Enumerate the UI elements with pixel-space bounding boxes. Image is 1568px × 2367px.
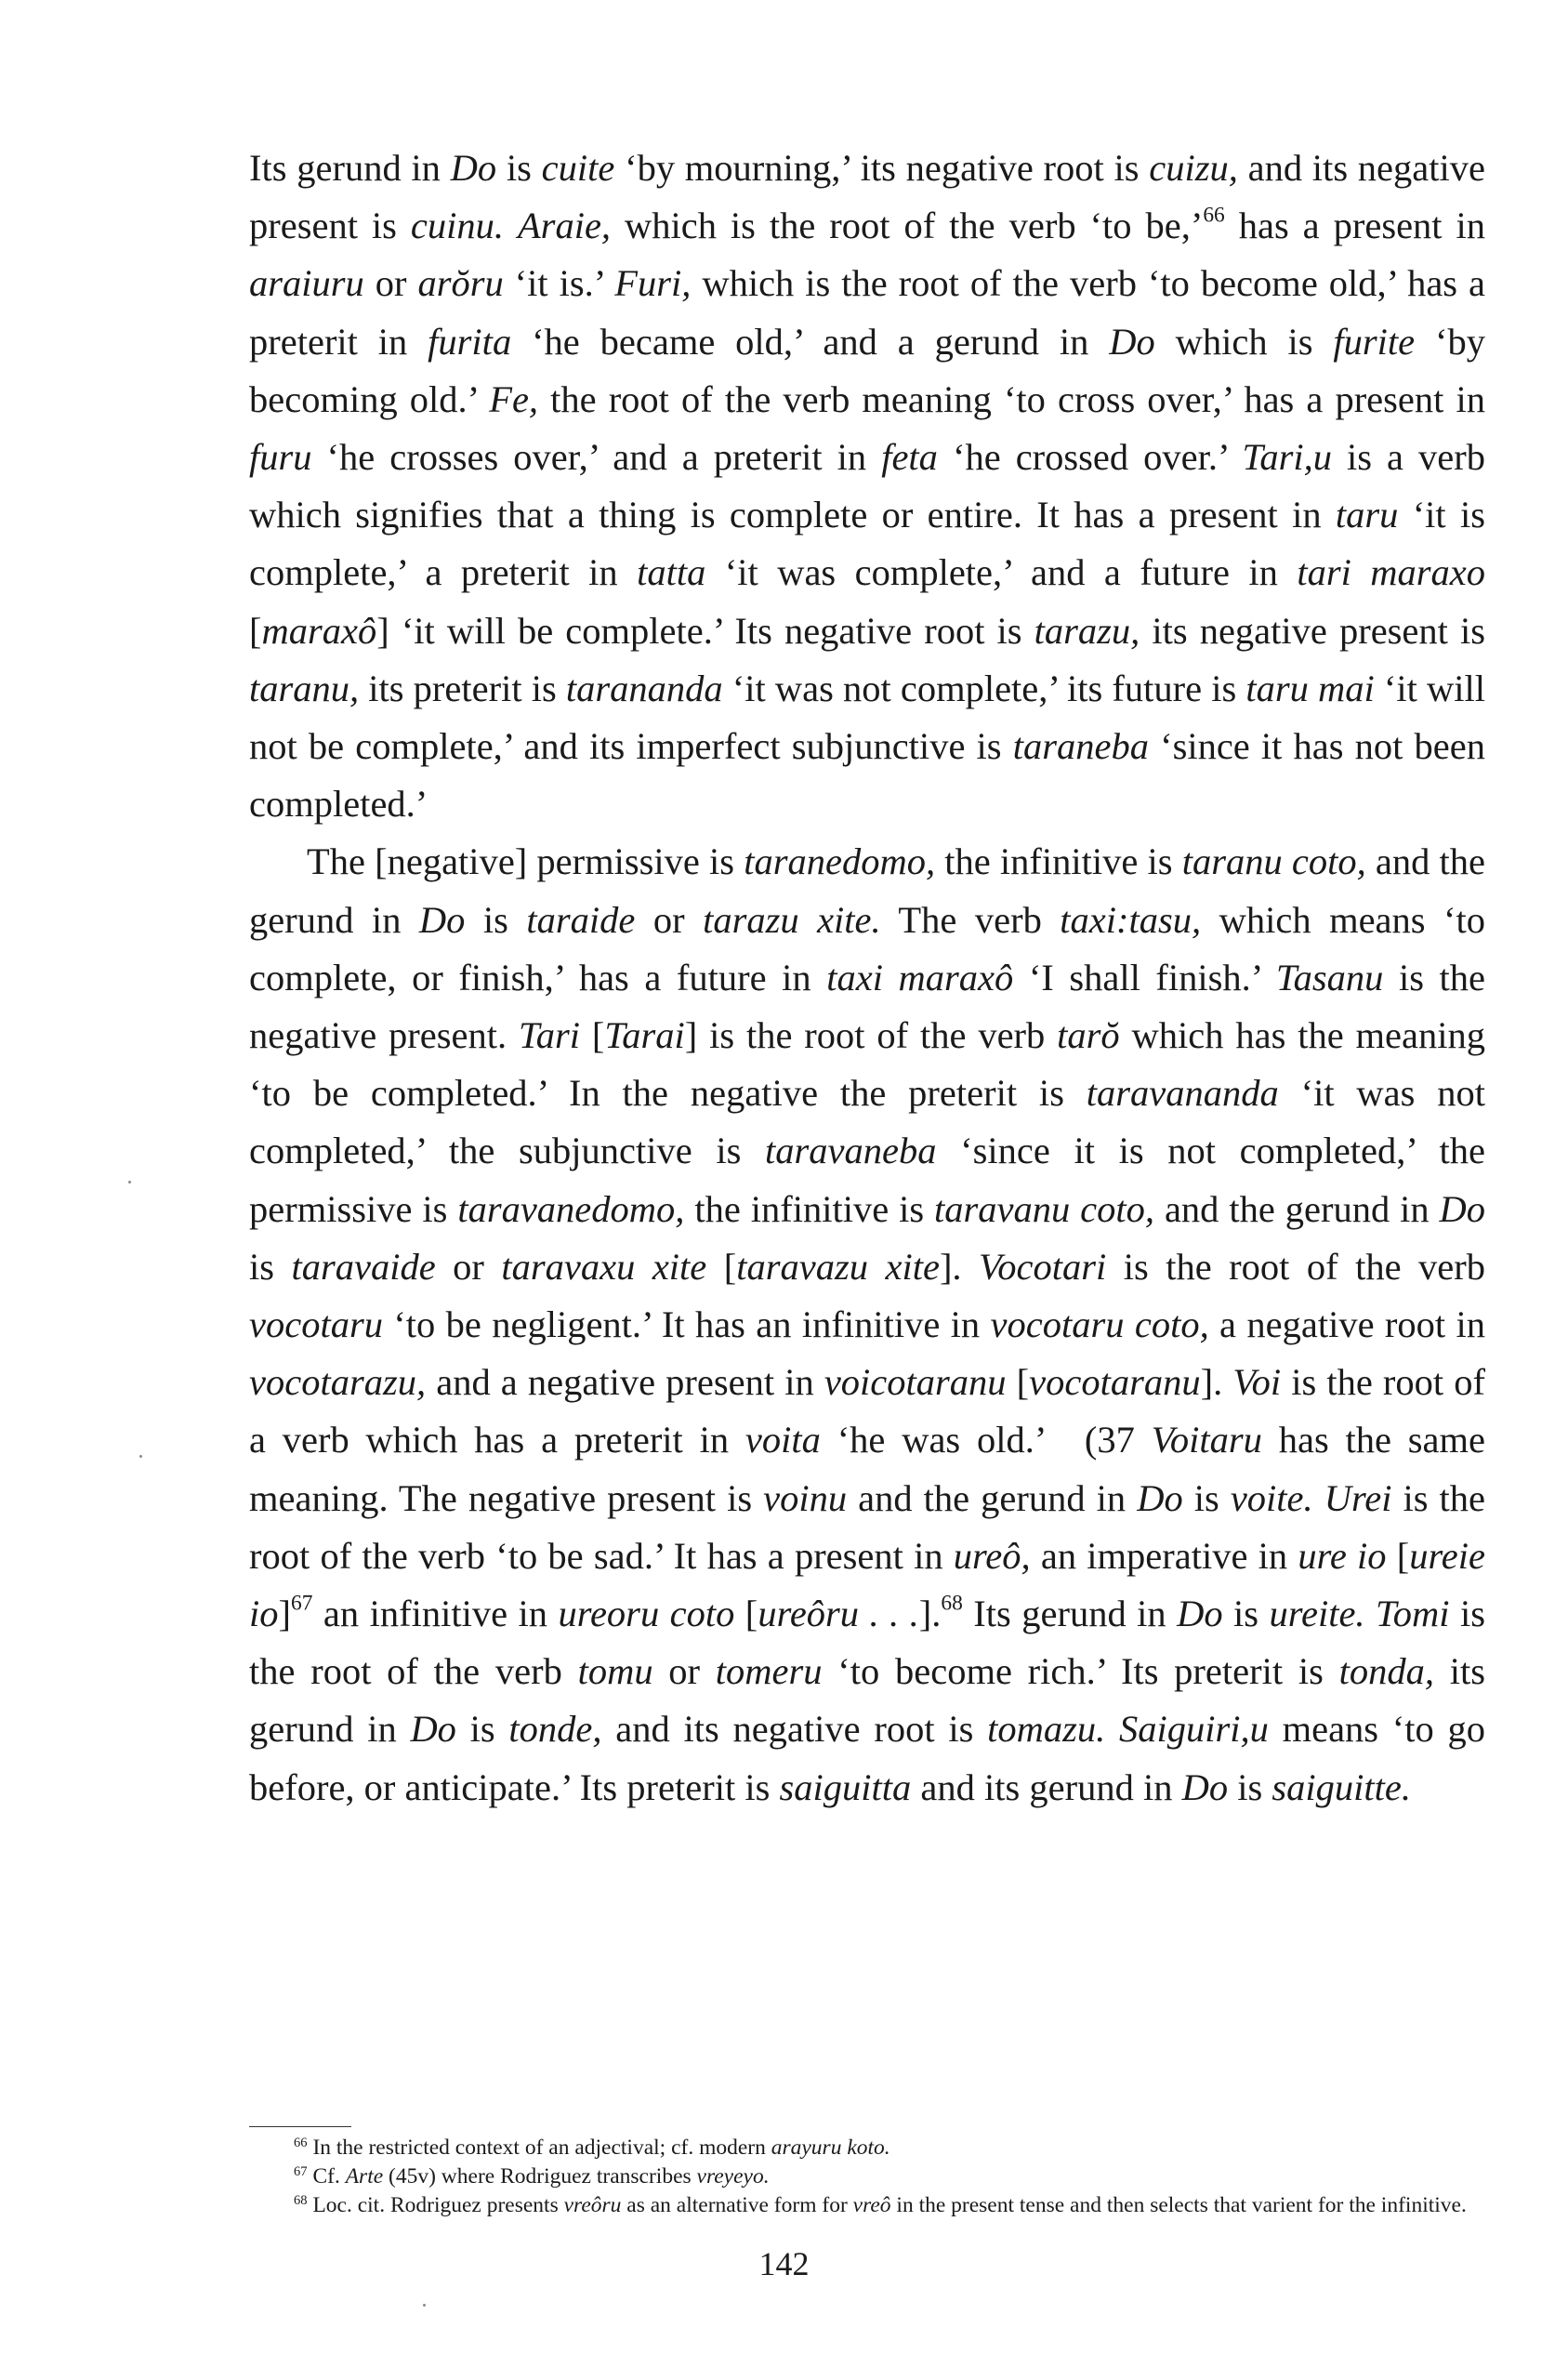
text-run: ‘by becoming old.’ (249, 320, 1485, 420)
text-run: is the root of a verb which has a preterit in (249, 1361, 1485, 1461)
italic-term: taravazu xite (736, 1245, 940, 1288)
text-run: the infinitive is (684, 1187, 935, 1230)
text-run: is the root of the verb ‘to be sad.’ It has a present in (249, 1476, 1486, 1577)
italic-term: Vocotari (979, 1245, 1107, 1288)
main-text (249, 139, 1485, 1817)
text-run: which is the root of the verb ‘to be,’ (611, 205, 1204, 247)
text-run: ‘it was complete,’ and a future in (705, 551, 1298, 594)
italic-term: taranu coto, (1181, 840, 1366, 883)
italic-term: ureie io (249, 1534, 1485, 1635)
italic-term: Do (410, 1708, 456, 1751)
italic-term: taranedomo, (744, 840, 936, 883)
italic-term: Saiguiri,u (1118, 1708, 1269, 1751)
text-run: means ‘to go before, or anticipate.’ Its preterit is (249, 1708, 1486, 1808)
footnote-text: In the restricted context of an adjectival; cf. modern (307, 2136, 771, 2160)
italic-term: feta (881, 436, 938, 479)
text-run: ‘it will not be complete,’ and its imperfect subjunctive is (249, 667, 1486, 768)
italic-term: tarananda (565, 667, 723, 709)
italic-term: taraide (526, 898, 636, 941)
footnotes (249, 2134, 1485, 2220)
text-run: ]. (939, 1245, 980, 1288)
footnote-italic: vreyeyo. (696, 2164, 770, 2188)
italic-term: tonda, (1338, 1650, 1434, 1693)
text-run: the infinitive is (935, 840, 1182, 883)
italic-term: Araie, (517, 205, 612, 247)
text-run: ] (278, 1593, 292, 1635)
italic-term: taravanedomo, (457, 1187, 685, 1230)
text-run: which is the root of the verb ‘to become old,’ has a preterit in (249, 262, 1485, 363)
text-run (504, 205, 518, 246)
text-run: and its gerund in (911, 1765, 1182, 1808)
text-run: ‘since it is not completed,’ the permissive is (249, 1130, 1485, 1230)
italic-term: Tari (518, 1014, 581, 1057)
text-run: [ (249, 609, 262, 652)
text-run: [ (1006, 1361, 1030, 1404)
italic-term: saiguitte. (1272, 1765, 1412, 1808)
italic-term: taravananda (1086, 1072, 1279, 1115)
text-run: an infinitive in (312, 1593, 559, 1635)
text-run: ‘he became old,’ and a gerund in (511, 320, 1110, 363)
text-run: is (455, 1708, 509, 1751)
italic-term: voinu (763, 1476, 848, 1519)
italic-term: tonde, (508, 1708, 602, 1751)
italic-term: furu (249, 436, 312, 479)
footnote-67 (249, 2162, 1485, 2191)
text-run: ‘I shall finish.’ (1013, 956, 1276, 998)
italic-term: Tarai (604, 1014, 685, 1057)
footnote-number: 66 (294, 2136, 308, 2150)
text-run: which is (1154, 320, 1334, 363)
text-run: ] ‘it will be complete.’ Its negative root is (376, 609, 1034, 652)
page-number: 142 (758, 2245, 810, 2282)
footnote-number: 67 (294, 2164, 308, 2179)
italic-term: Do (1181, 1765, 1229, 1808)
text-run: [ (1386, 1534, 1410, 1577)
footnote-ref-66: 66 (1203, 203, 1225, 228)
italic-term: tarazu xite. (703, 898, 881, 941)
text-run: the root of the verb meaning ‘to cross over,’ has a present in (538, 377, 1485, 420)
italic-term: tarŏ (1057, 1014, 1120, 1057)
italic-term: cuinu. (410, 205, 504, 247)
text-run (1365, 1593, 1376, 1634)
text-run: and the gerund in (249, 840, 1485, 941)
italic-term: ure io (1298, 1534, 1387, 1577)
text-run: ‘he crossed over.’ (937, 436, 1243, 479)
footnote-italic: arayuru koto. (771, 2136, 890, 2160)
italic-term: Voi (1232, 1361, 1282, 1404)
text-run: ‘since it has not been completed.’ (249, 725, 1485, 826)
text-run: and its negative root is (601, 1708, 988, 1751)
text-run: a negative root in (1208, 1303, 1485, 1346)
text-run: or (635, 898, 704, 941)
italic-term: taxi maraxô (826, 956, 1014, 998)
footnote-divider (249, 2126, 351, 2127)
text-run: has the same meaning. The negative present is (249, 1419, 1486, 1519)
scan-speck (139, 1455, 142, 1458)
italic-term: Do (1109, 320, 1155, 363)
footnote-66 (249, 2134, 1485, 2162)
text-run: [ (580, 1014, 605, 1057)
text-run: ‘he was old.’ (820, 1419, 1048, 1461)
text-run: ‘it is complete,’ a preterit in (249, 494, 1485, 594)
italic-term: voicotaranu (824, 1361, 1007, 1404)
italic-term: ureite. (1269, 1593, 1365, 1635)
text-run: ‘to become rich.’ Its preterit is (822, 1650, 1339, 1693)
text-run: Its gerund in (962, 1593, 1178, 1635)
italic-term: Tomi (1376, 1593, 1450, 1635)
italic-term: taru (1335, 494, 1399, 536)
text-run: is a verb which signifies that a thing is complete or entire. It has a present in (249, 436, 1485, 536)
footnote-ref-67: 67 (291, 1591, 313, 1616)
italic-term: Do (1177, 1593, 1223, 1635)
italic-term: tatta (637, 551, 706, 594)
italic-term: vocotarazu, (249, 1361, 427, 1404)
text-run: has a present in (1224, 205, 1486, 247)
italic-term: cuite (541, 147, 615, 189)
italic-term: taxi:tasu, (1060, 898, 1202, 941)
italic-term: tari maraxo (1297, 551, 1486, 594)
footnote-italic: vreô (852, 2193, 891, 2217)
italic-term: Do (1439, 1187, 1486, 1230)
text-run: is (496, 147, 542, 189)
text-run: [ (706, 1245, 737, 1288)
footnote-text: Loc. cit. Rodriguez presents (307, 2193, 564, 2217)
scan-speck (128, 1181, 131, 1184)
italic-term: saiguitta (779, 1765, 912, 1808)
italic-term: taravanu coto, (934, 1187, 1155, 1230)
text-run: is the negative present. (249, 956, 1486, 1057)
italic-term: Fe, (489, 377, 539, 420)
text-run: The verb (880, 898, 1061, 941)
text-run: [ (734, 1593, 758, 1635)
footnote-number: 68 (294, 2193, 308, 2208)
paragraph-2 (249, 833, 1485, 1816)
text-run: ‘to be negligent.’ It has an infinitive in (382, 1303, 991, 1346)
footnote-italic: vreôru (563, 2193, 622, 2217)
italic-term: Do (1137, 1476, 1183, 1519)
italic-term: vocotaru coto, (990, 1303, 1209, 1346)
italic-term: Tari,u (1242, 436, 1332, 479)
italic-term: Tasanu (1275, 956, 1384, 998)
text-run: ]. (918, 1593, 942, 1635)
text-run (1313, 1477, 1324, 1519)
italic-term: araiuru (249, 262, 364, 305)
italic-term: ureô, (953, 1534, 1031, 1577)
italic-term: arŏru (417, 262, 504, 305)
italic-term: Voitaru (1151, 1419, 1262, 1461)
text-run: which means ‘to complete, or finish,’ has a future in (249, 898, 1486, 998)
text-run: and its negative present is (249, 147, 1485, 247)
italic-term: tomeru (715, 1650, 823, 1693)
italic-term: ureoru coto (558, 1593, 735, 1635)
text-run: ] is the root of the verb (684, 1014, 1058, 1057)
text-run: which has the meaning ‘to be completed.’ In the negative the preterit is (249, 1014, 1485, 1115)
italic-term: vocotaranu (1029, 1361, 1201, 1404)
italic-term: maraxô (261, 609, 377, 652)
footnote-text: (45v) where Rodriguez transcribes (383, 2164, 697, 2188)
text-run: and a negative present in (426, 1361, 824, 1404)
text-run: or (363, 262, 418, 305)
italic-term: tarazu, (1034, 609, 1140, 652)
italic-term: taravaneba (765, 1130, 937, 1172)
italic-term: Urei (1324, 1476, 1392, 1519)
italic-term: ureôru . . . (758, 1593, 919, 1635)
italic-term: vocotaru (249, 1303, 383, 1346)
italic-term: taravaxu xite (501, 1245, 707, 1288)
text-run: ‘it is.’ (503, 262, 615, 305)
footnote-italic: Arte (345, 2164, 384, 2188)
italic-term: Furi, (614, 262, 692, 305)
footnote-text: as an alternative form for (621, 2193, 853, 2217)
italic-term: taravaide (291, 1245, 436, 1288)
italic-term: Do (450, 147, 497, 189)
text-run: or (435, 1245, 502, 1288)
text-run: its negative present is (1140, 609, 1485, 652)
text-run: an imperative in (1030, 1534, 1298, 1577)
text-run: and the gerund in (847, 1476, 1138, 1519)
footnote-text: Cf. (307, 2164, 346, 2188)
text-run: ‘it was not complete,’ its future is (722, 667, 1246, 709)
footnote-text: in the present tense and then selects that varient for the infinitive. (890, 2193, 1467, 2217)
italic-term: voita (744, 1419, 821, 1461)
text-run: is the root of the verb (249, 1593, 1486, 1693)
italic-term: taraneba (1012, 725, 1149, 768)
text-run: ]. (1200, 1361, 1233, 1404)
text-run: its preterit is (359, 667, 566, 709)
italic-term: tomazu. (987, 1708, 1106, 1751)
italic-term: furite (1333, 320, 1416, 363)
text-run: is (465, 898, 527, 941)
text-run: its gerund in (249, 1650, 1485, 1751)
text-run: ‘by mourning,’ its negative root is (614, 147, 1150, 189)
paragraph-1 (249, 139, 1485, 833)
text-run: ‘it was not completed,’ the subjunctive is (249, 1072, 1485, 1172)
italic-term: taranu, (249, 667, 360, 709)
italic-term: voite. (1230, 1476, 1313, 1519)
text-run: or (652, 1650, 716, 1693)
text-run: is the root of the verb (1106, 1245, 1485, 1288)
italic-term: Do (418, 898, 466, 941)
text-run: is (1228, 1765, 1272, 1808)
footnote-68 (249, 2191, 1485, 2220)
text-run: ‘he crosses over,’ and a preterit in (311, 436, 882, 479)
text-run (1135, 1419, 1152, 1461)
folio-margin-reference: (37 (1084, 1419, 1135, 1461)
text-run: is (1182, 1476, 1231, 1519)
italic-term: cuizu, (1149, 147, 1238, 189)
text-run: The [negative] permissive is (307, 840, 744, 883)
text-run (1105, 1708, 1119, 1750)
text-run: Its gerund in (249, 147, 451, 189)
italic-term: taru mai (1245, 667, 1375, 709)
scan-speck (423, 2304, 426, 2307)
text-run: is (1222, 1593, 1270, 1635)
text-run: is (249, 1245, 292, 1288)
text-run: and the gerund in (1154, 1187, 1440, 1230)
italic-term: furita (428, 320, 512, 363)
italic-term: tomu (577, 1650, 653, 1693)
footnote-ref-68: 68 (941, 1591, 963, 1616)
